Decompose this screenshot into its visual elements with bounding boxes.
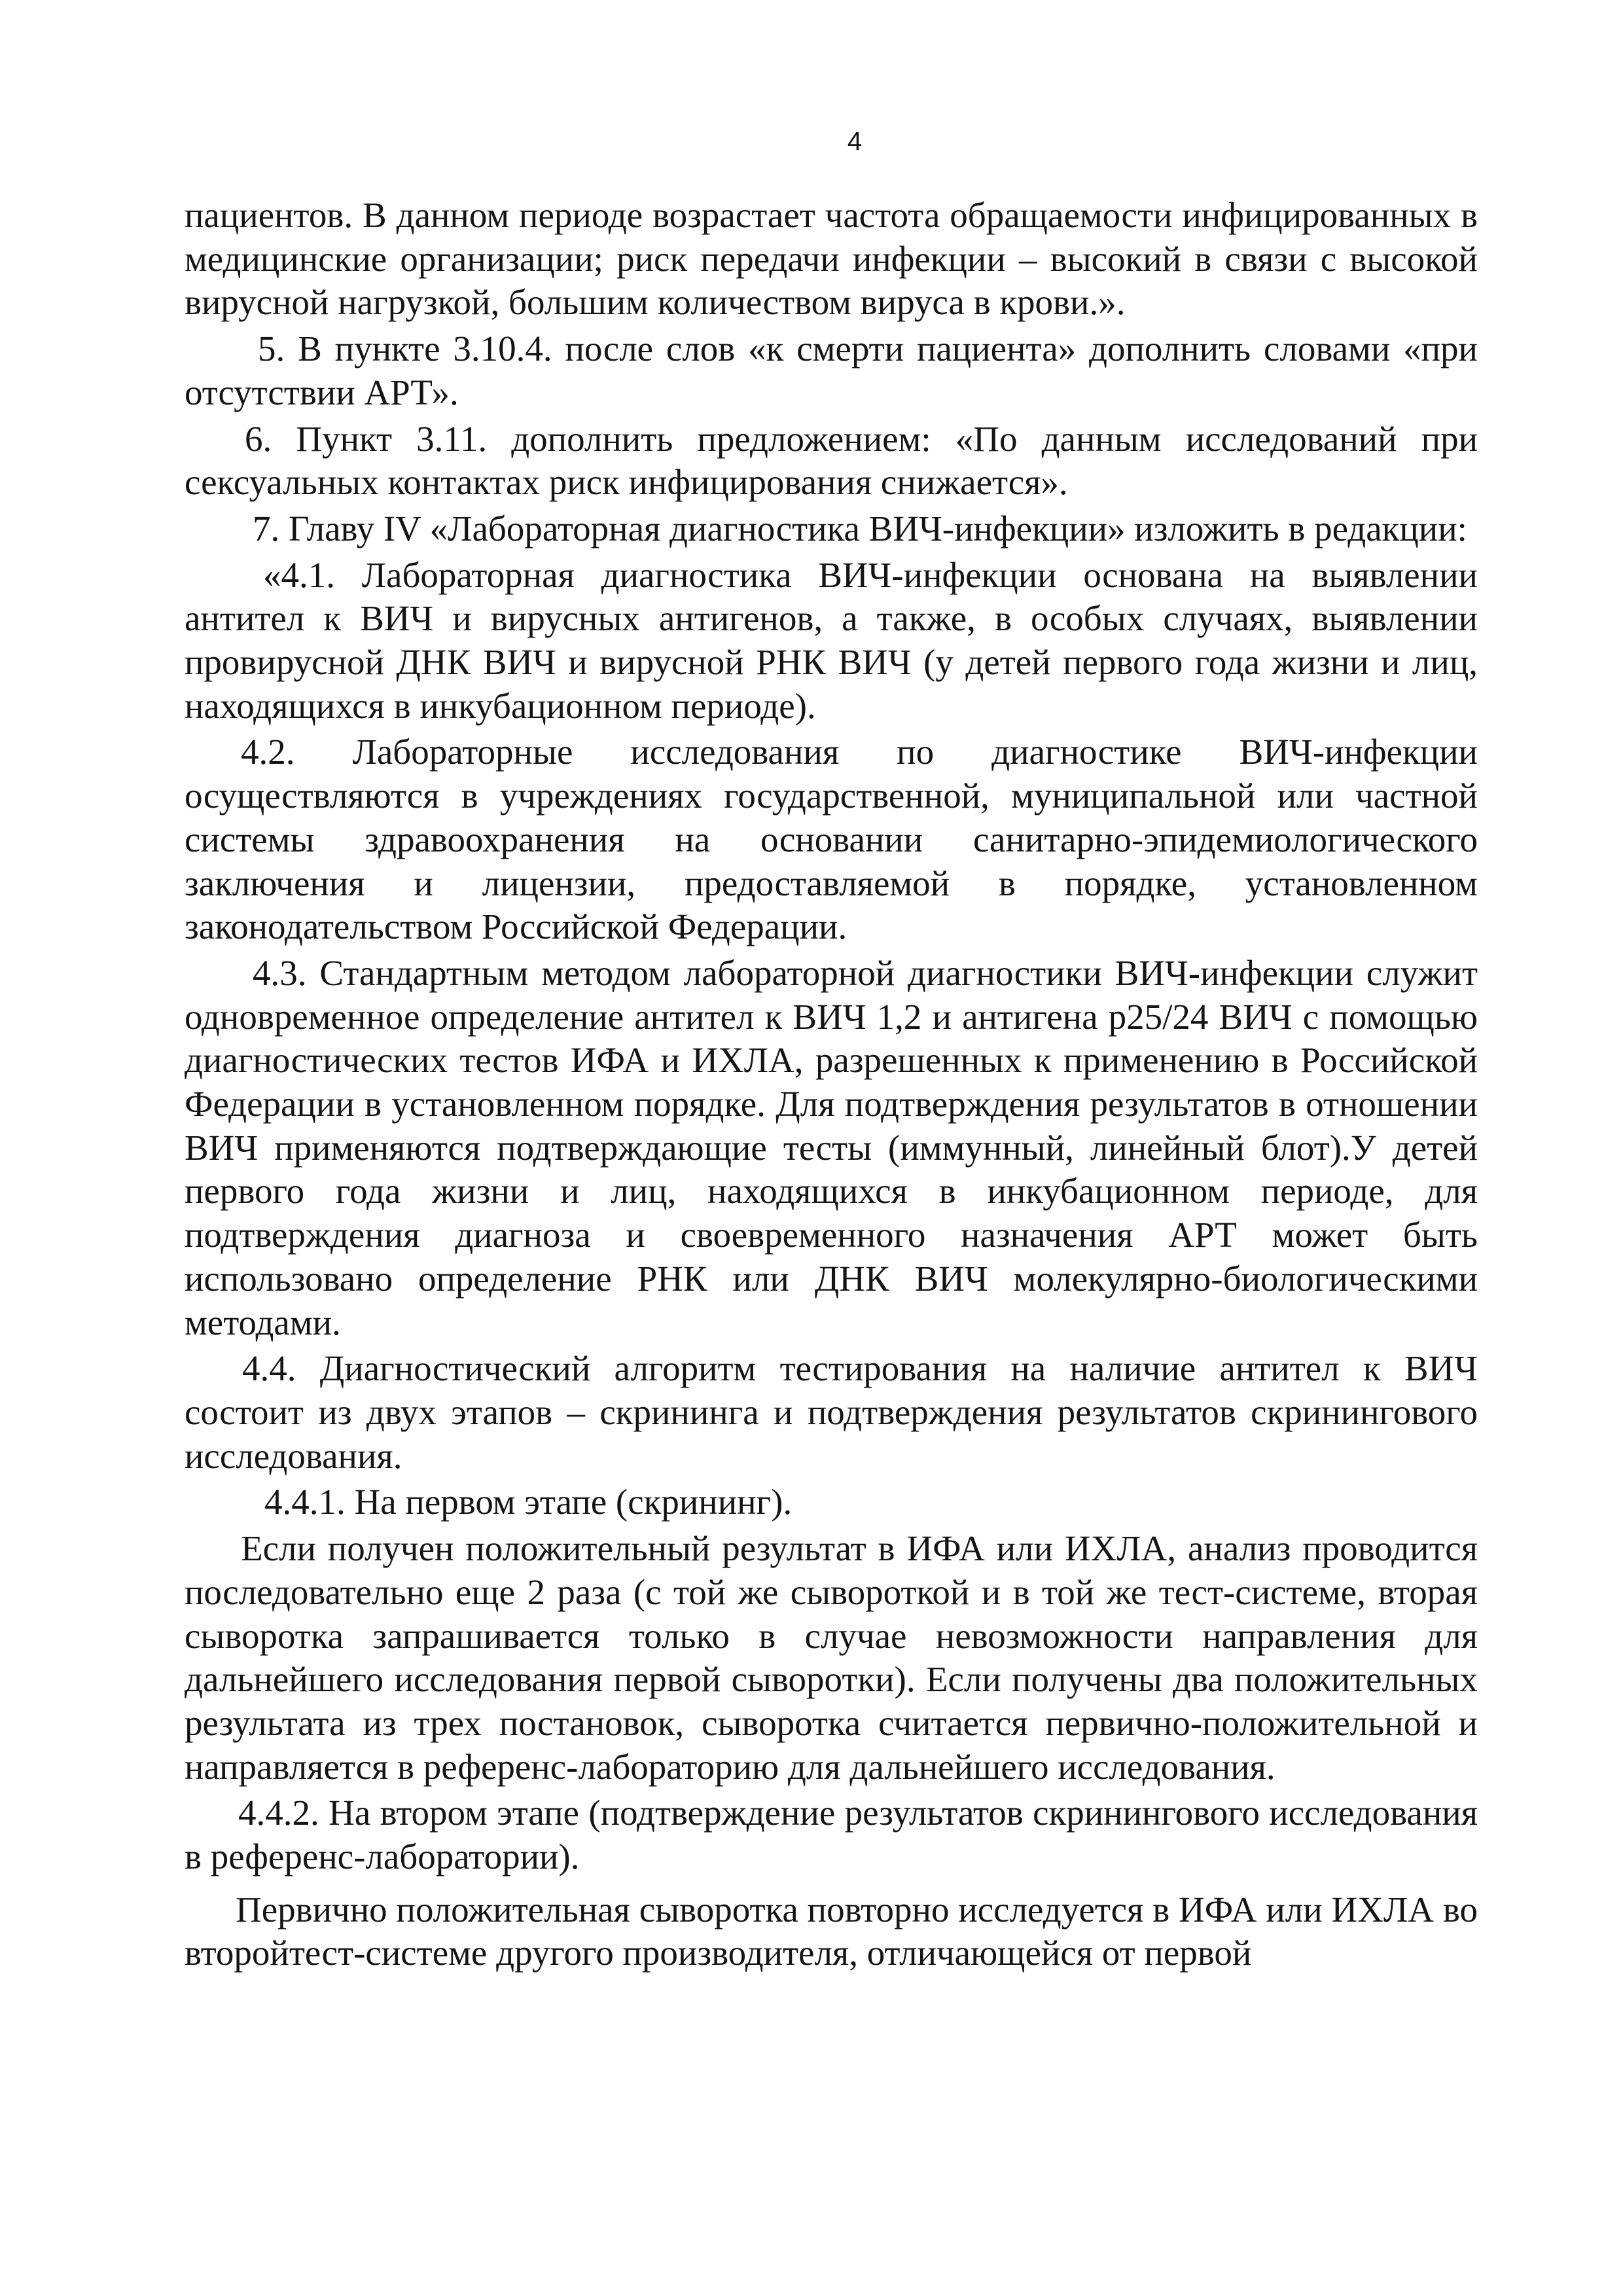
paragraph-4-2: 4.2. Лабораторные исследования по диагностике ВИЧ-инфекции осуществляются в учреждениях государственной, муниципальной или частной системы здравоохранения на основании санитарно-эпидемиологического заключения и лицензии, предоставляемой в порядке, установленном законодательством Российской Федерации.	[185, 732, 1478, 947]
paragraph-4-4-1: 4.4.1. На первом этапе (скрининг).	[264, 1482, 793, 1522]
paragraph-4-4: 4.4. Диагностический алгоритм тестирования на наличие антител к ВИЧ состоит из двух этапов – скрининга и подтверждения результатов скринингового исследования.	[185, 1348, 1478, 1476]
paragraph-screening-description: Если получен положительный результат в ИФА или ИХЛА, анализ проводится последовательно еще 2 раза (с той же сывороткой и в той же тест-системе, вторая сыворотка запрашивается только в случае невозможности направления для дальнейшего исследования первой сыворотки). Если получены два положительных результата из трех постановок, сыворотка считается первично-положительной и направляется в референс-лабораторию для дальнейшего исследования.	[185, 1528, 1478, 1787]
paragraph-item-5: 5. В пункте 3.10.4. после слов «к смерти пациента» дополнить словами «при отсутствии АРТ».	[185, 329, 1478, 412]
paragraph-4-3: 4.3. Стандартным методом лабораторной диагностики ВИЧ-инфекции служит одновременное определение антител к ВИЧ 1,2 и антигена р25/24 ВИЧ с помощью диагностических тестов ИФА и ИХЛА, разрешенных к применению в Российской Федерации в установленном порядке. Для подтверждения результатов в отношении ВИЧ применяются подтверждающие тесты (иммунный, линейный блот).У детей первого года жизни и лиц, находящихся в инкубационном периоде, для подтверждения диагноза и своевременного назначения АРТ может быть использовано определение РНК или ДНК ВИЧ молекулярно-биологическими методами.	[185, 952, 1478, 1342]
paragraph-continuation: пациентов. В данном периоде возрастает частота обращаемости инфицированных в медицинские организации; риск передачи инфекции – высокий в связи с высокой вирусной нагрузкой, большим количеством вируса в крови.».	[185, 195, 1478, 323]
page-number: 4	[847, 127, 863, 156]
paragraph-4-4-2: 4.4.2. На втором этапе (подтверждение результатов скринингового исследования в референс-лаборатории).	[185, 1793, 1478, 1877]
paragraph-4-1: «4.1. Лабораторная диагностика ВИЧ-инфекции основана на выявлении антител к ВИЧ и вирусных антигенов, а также, в особых случаях, выявлении провирусной ДНК ВИЧ и вирусной РНК ВИЧ (у детей первого года жизни и лиц, находящихся в инкубационном периоде).	[185, 554, 1478, 726]
paragraph-item-7: 7. Главу IV «Лабораторная диагностика ВИЧ-инфекции» изложить в редакции:	[253, 508, 1467, 548]
document-body	[185, 194, 1478, 1975]
paragraph-item-6: 6. Пункт 3.11. дополнить предложением: «По данным исследований при сексуальных контактах риск инфицирования снижается».	[185, 418, 1478, 503]
paragraph-confirmation-description: Первично положительная сыворотка повторно исследуется в ИФА или ИХЛА во второйтест-системе другого производителя, отличающейся от первой	[185, 1889, 1478, 1973]
